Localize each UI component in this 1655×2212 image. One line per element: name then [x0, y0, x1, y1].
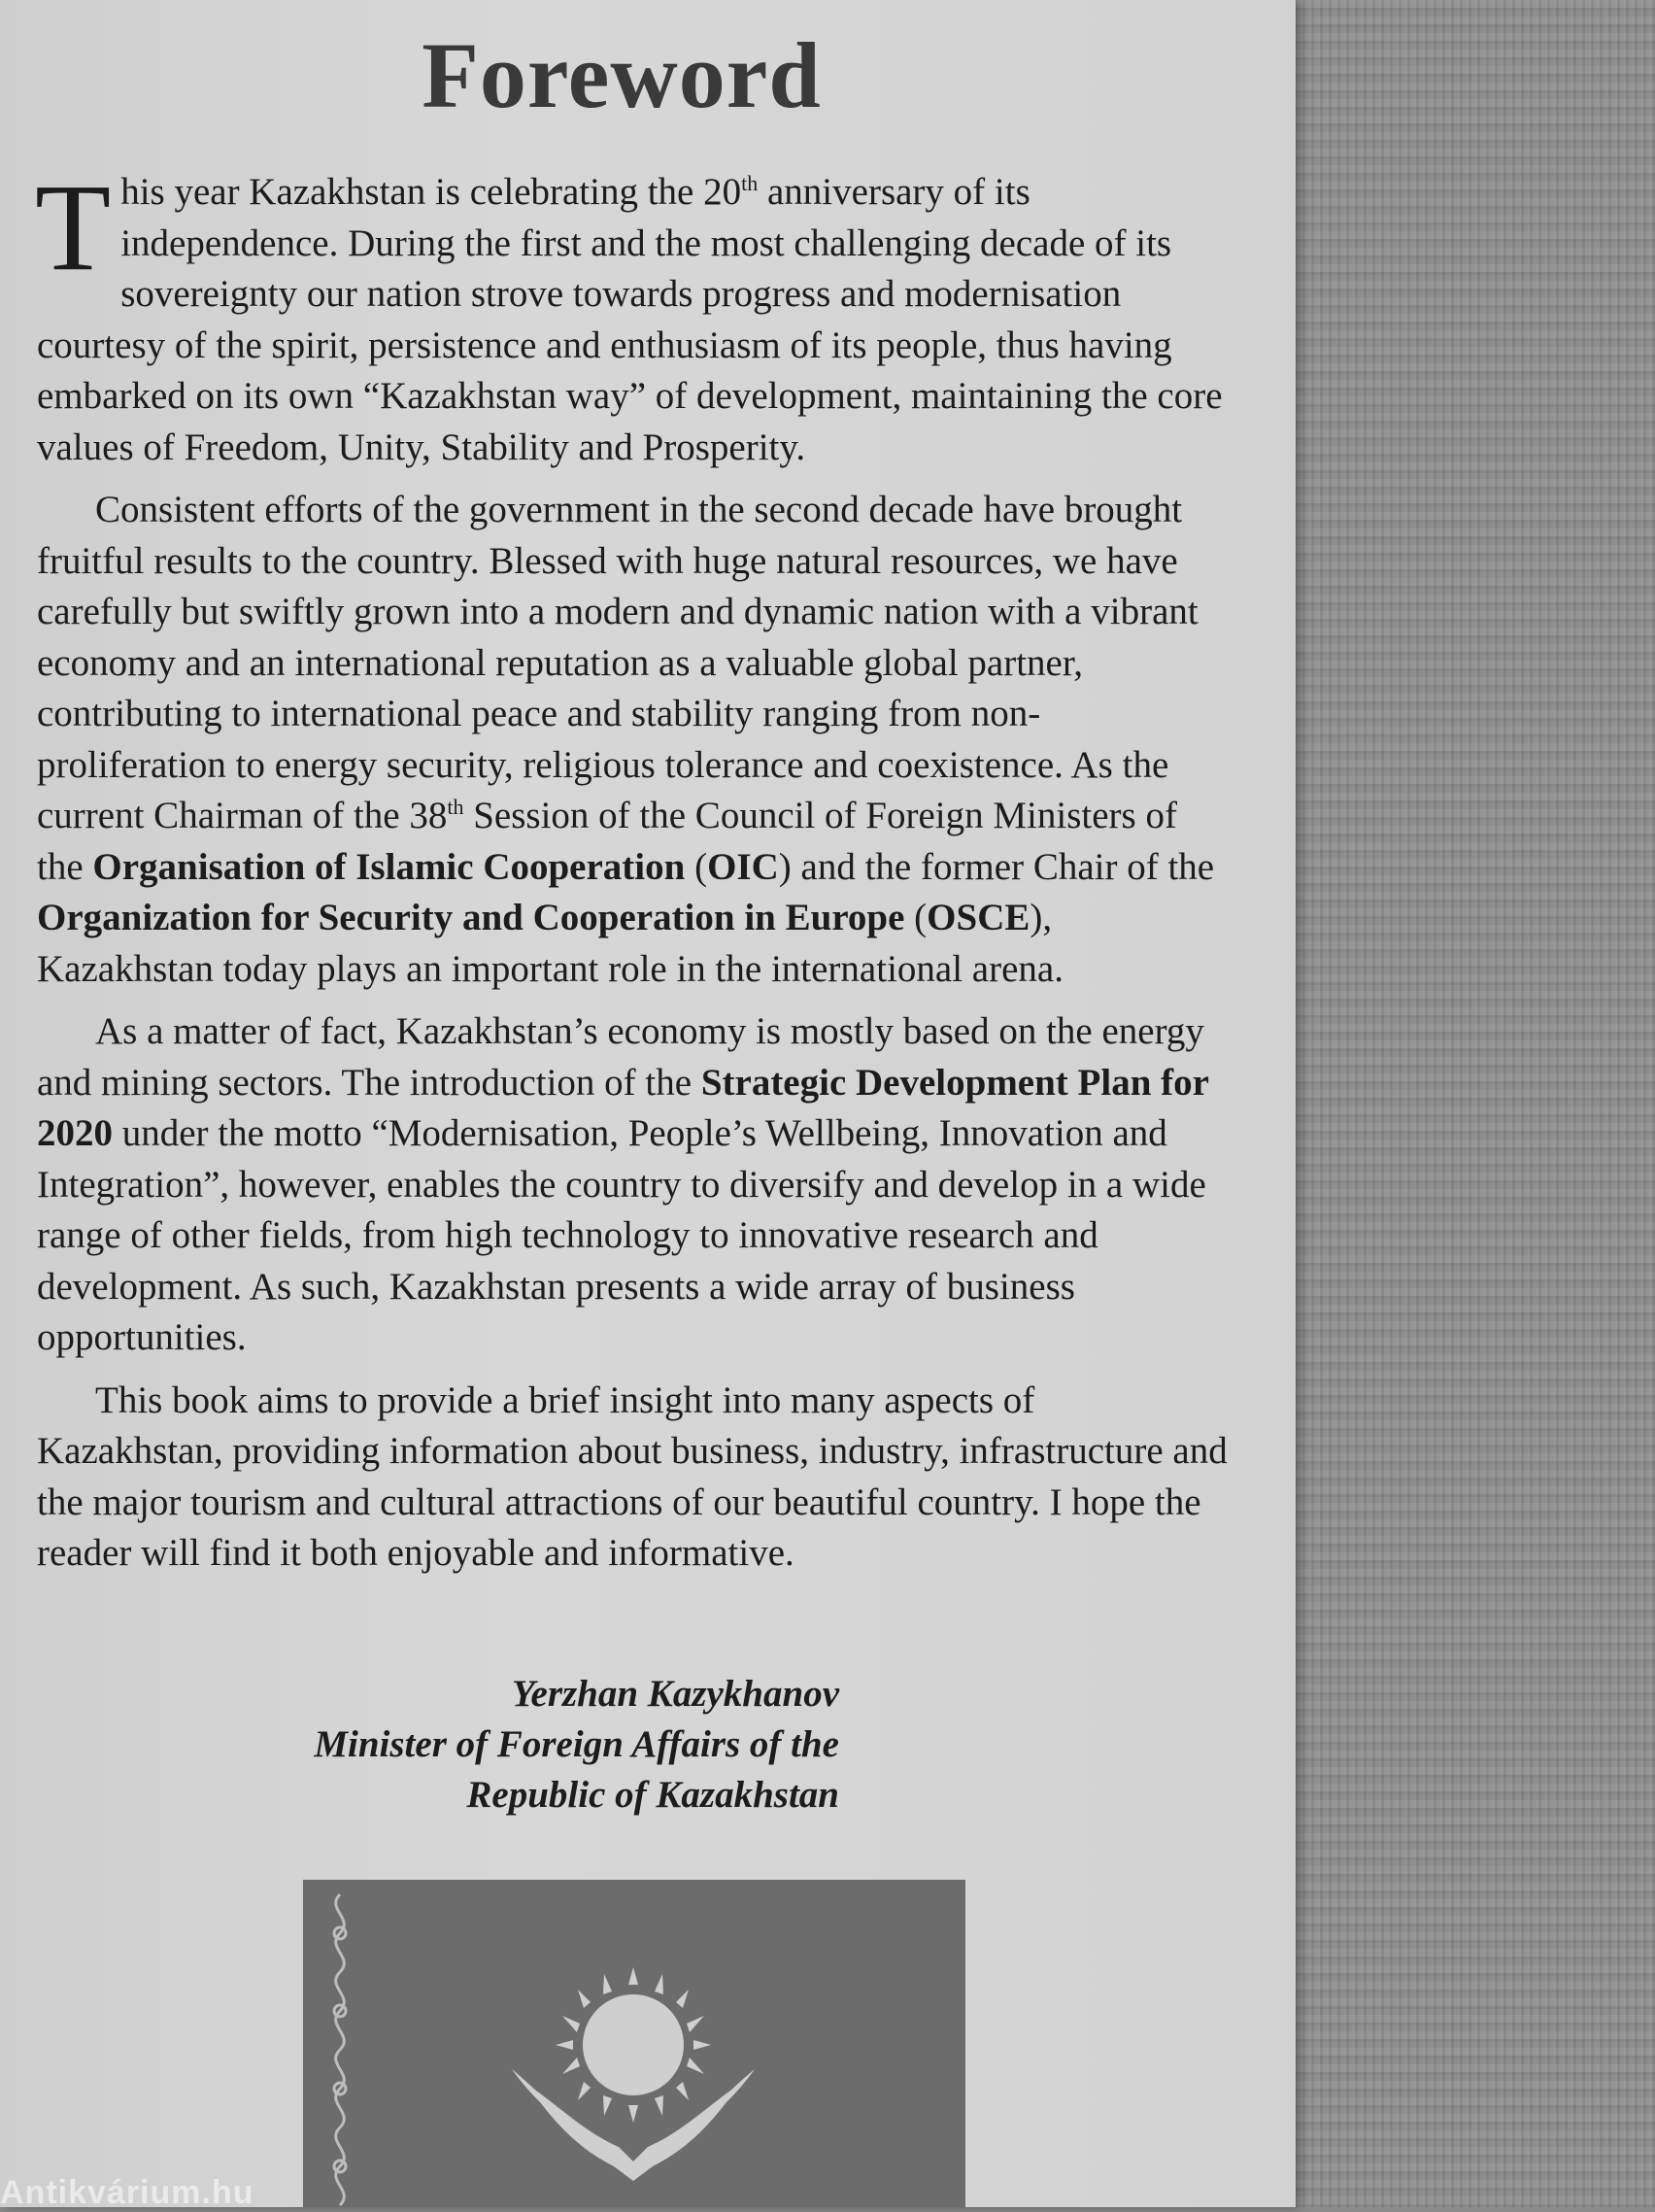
ordinal-suffix: th: [447, 795, 464, 819]
textured-background: [1292, 0, 1655, 2207]
bold-term: Organization for Security and Cooperation in Europe: [37, 897, 905, 938]
paragraph-3: [37, 1006, 1228, 1364]
text-run: anniversary of its independence. During the first and the most challenging decade of its sovereignty our nation strove towards progress and modernisation courtesy of the spirit, persistence and enthusiasm of its people, thus having embarked on its own “Kazakhstan way” of development, maintaining the core values of Freedom, Unity, Stability and Prosperity.: [37, 171, 1223, 468]
text-run: This book aims to provide a brief insight into many aspects of Kazakhstan, providing information about business, industry, infrastructure and the major tourism and cultural attractions of our beautiful country. I hope the reader will find it both enjoyable and informative.: [37, 1378, 1228, 1574]
page-title: Foreword: [422, 23, 822, 127]
ordinal-suffix: th: [741, 171, 759, 195]
kazakhstan-flag-image: [303, 1880, 965, 2207]
signatory-title: Minister of Foreign Affairs of the: [314, 1723, 839, 1765]
bold-term: OIC: [707, 845, 779, 888]
paragraph-2: [37, 485, 1228, 995]
paragraph-1: [35, 158, 1228, 473]
paragraph-4: [37, 1376, 1228, 1580]
ornament-band-icon: [321, 1889, 359, 2210]
text-run: his year Kazakhstan is celebrating the 20: [120, 171, 742, 213]
sun-eagle-emblem-icon: [507, 1938, 760, 2207]
text-run: Session of the Council of Foreign Ministers of the: [37, 795, 1177, 888]
text-run: (: [685, 845, 708, 888]
bold-term: OSCE: [927, 897, 1030, 938]
text-run: As a matter of fact, Kazakhstan’s economy is mostly based on the energy and mining sectors. The introduction of the: [37, 1010, 1204, 1104]
text-run: ) and the former Chair of the: [778, 845, 1215, 888]
signatory-name: Yerzhan Kazykhanov: [512, 1673, 839, 1715]
text-run: ), Kazakhstan today plays an important role in the international arena.: [37, 897, 1064, 990]
text-run: (: [904, 897, 928, 938]
bold-term: Organisation of Islamic Cooperation: [92, 845, 686, 888]
watermark: Antikvárium.hu: [0, 2174, 254, 2211]
drop-cap: T: [35, 158, 112, 296]
bold-term: Strategic Development Plan for 2020: [37, 1061, 1209, 1154]
signature-block: [314, 1669, 839, 1821]
signatory-country: Republic of Kazakhstan: [466, 1774, 839, 1816]
text-run: under the motto “Modernisation, People’s Wellbeing, Innovation and Integration”, however, enables the country to diversify and develop in a wide range of other fields, from high technology to innovative research and development. As such, Kazakhstan presents a wide array of business opportunities.: [37, 1112, 1206, 1358]
foreword-body: [35, 158, 1228, 1591]
text-run: Consistent efforts of the government in the second decade have brought fruitful results to the country. Blessed with huge natural resources, we have carefully but swiftly grown into a modern and dynamic nation with a vibrant economy and an international reputation as a valuable global partner, contributing to international peace and stability ranging from non-proliferation to energy security, religious tolerance and coexistence. As the current Chairman of the 38: [37, 489, 1199, 836]
